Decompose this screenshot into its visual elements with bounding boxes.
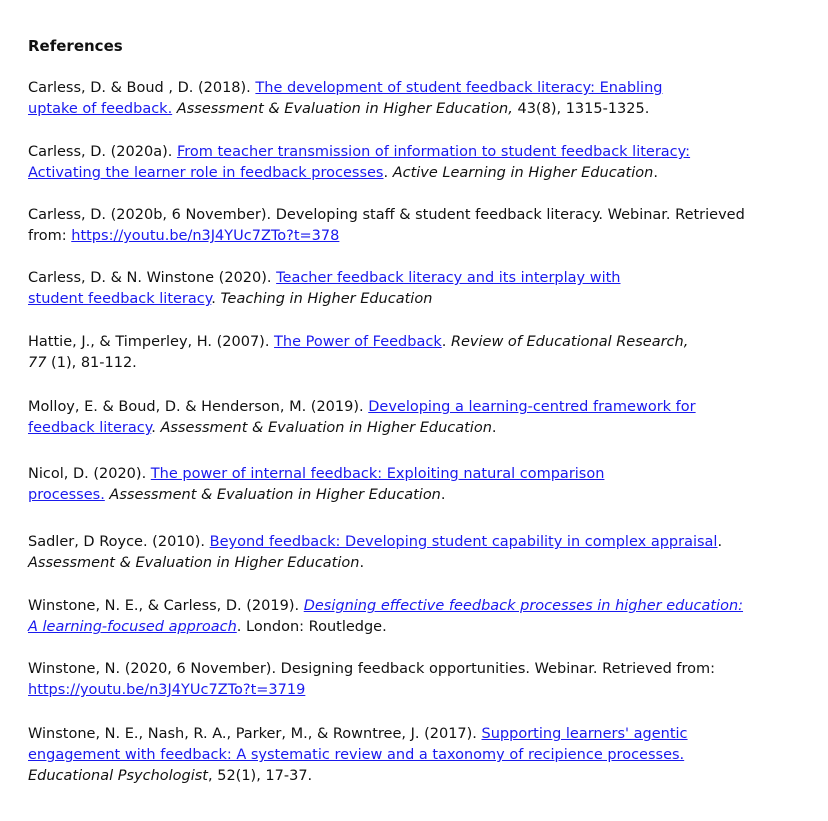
ref-authors: Hattie, J., & Timperley, H. (2007).: [28, 334, 275, 350]
ref-title-link[interactable]: The Power of Feedback: [274, 334, 442, 350]
ref-text: Carless, D. (2020b, 6 November). Developing staff & student feedback literacy. Webinar. Retrieved: [28, 207, 745, 223]
reference-entry: [28, 596, 811, 638]
ref-pages: (1), 81-112.: [46, 355, 137, 371]
ref-title-link-cont[interactable]: Activating the learner role in feedback processes: [28, 165, 384, 181]
ref-separator: .: [441, 334, 451, 350]
ref-period: .: [491, 420, 497, 436]
reference-entry: [28, 205, 811, 247]
ref-title-link[interactable]: The power of internal feedback: Exploiting natural comparison: [150, 466, 605, 482]
reference-entry: [28, 142, 811, 184]
ref-separator: .: [383, 165, 393, 181]
ref-period: .: [440, 487, 446, 503]
ref-separator: .: [151, 420, 161, 436]
ref-journal: Assessment & Evaluation in Higher Education: [28, 555, 360, 571]
ref-journal: Active Learning in Higher Education: [392, 165, 654, 181]
ref-retrieved: from:: [28, 228, 72, 244]
ref-title-link[interactable]: Beyond feedback: Developing student capability in complex appraisal: [209, 534, 718, 550]
ref-title-link-cont[interactable]: processes.: [28, 487, 105, 503]
reference-entry: [28, 532, 811, 574]
ref-title-link-cont[interactable]: A learning-focused approach: [28, 619, 237, 635]
ref-journal: Assessment & Evaluation in Higher Education,: [176, 101, 513, 117]
ref-authors: Carless, D. & N. Winstone (2020).: [28, 270, 277, 286]
ref-title-link[interactable]: Teacher feedback literacy and its interplay with: [276, 270, 621, 286]
ref-text: Winstone, N. (2020, 6 November). Designing feedback opportunities. Webinar. Retrieved from:: [28, 661, 716, 677]
ref-authors: Winstone, N. E., Nash, R. A., Parker, M., & Rowntree, J. (2017).: [28, 726, 482, 742]
ref-url-link[interactable]: https://youtu.be/n3J4YUc7ZTo?t=3719: [28, 682, 306, 698]
ref-journal: Assessment & Evaluation in Higher Education: [109, 487, 441, 503]
ref-volume-number: 77: [28, 355, 47, 371]
ref-separator: .: [717, 534, 723, 550]
ref-period: .: [653, 165, 658, 181]
reference-entry: [28, 464, 811, 506]
ref-authors: Carless, D. & Boud , D. (2018).: [28, 80, 256, 96]
reference-entry: [28, 397, 811, 439]
ref-title-link[interactable]: Developing a learning-centred framework for: [368, 399, 696, 415]
ref-journal: Assessment & Evaluation in Higher Education: [160, 420, 492, 436]
reference-entry: [28, 332, 811, 374]
ref-publisher: . London: Routledge.: [236, 619, 387, 635]
reference-entry: [28, 78, 811, 120]
ref-title-link[interactable]: Supporting learners' agentic: [481, 726, 688, 742]
ref-volume: 43(8), 1315-1325.: [512, 101, 650, 117]
ref-period: .: [359, 555, 365, 571]
reference-entry: [28, 724, 811, 787]
ref-separator: .: [211, 291, 221, 307]
ref-title-link-cont[interactable]: student feedback literacy: [28, 291, 212, 307]
ref-authors: Winstone, N. E., & Carless, D. (2019).: [28, 598, 304, 614]
ref-authors: Carless, D. (2020a).: [28, 144, 177, 160]
ref-journal: Review of Educational Research,: [450, 334, 689, 350]
ref-title-link[interactable]: From teacher transmission of information to student feedback literacy:: [176, 144, 691, 160]
ref-title-link[interactable]: The development of student feedback literacy: Enabling: [255, 80, 663, 96]
ref-authors: Molloy, E. & Boud, D. & Henderson, M. (2019).: [28, 399, 369, 415]
reference-entry: [28, 659, 818, 701]
references-heading: References: [28, 37, 123, 55]
ref-journal: Teaching in Higher Education: [220, 291, 433, 307]
ref-url-link[interactable]: https://youtu.be/n3J4YUc7ZTo?t=378: [71, 228, 340, 244]
ref-title-link-cont[interactable]: feedback literacy: [28, 420, 152, 436]
ref-journal: Educational Psychologist: [28, 768, 208, 784]
ref-title-link-cont[interactable]: uptake of feedback.: [28, 101, 173, 117]
ref-authors: Nicol, D. (2020).: [28, 466, 151, 482]
ref-authors: Sadler, D Royce. (2010).: [28, 534, 210, 550]
ref-title-link-cont[interactable]: engagement with feedback: A systematic review and a taxonomy of recipience processes.: [28, 747, 685, 763]
ref-volume: , 52(1), 17-37.: [208, 768, 313, 784]
reference-entry: [28, 268, 814, 310]
ref-title-link[interactable]: Designing effective feedback processes in higher education:: [303, 598, 744, 614]
